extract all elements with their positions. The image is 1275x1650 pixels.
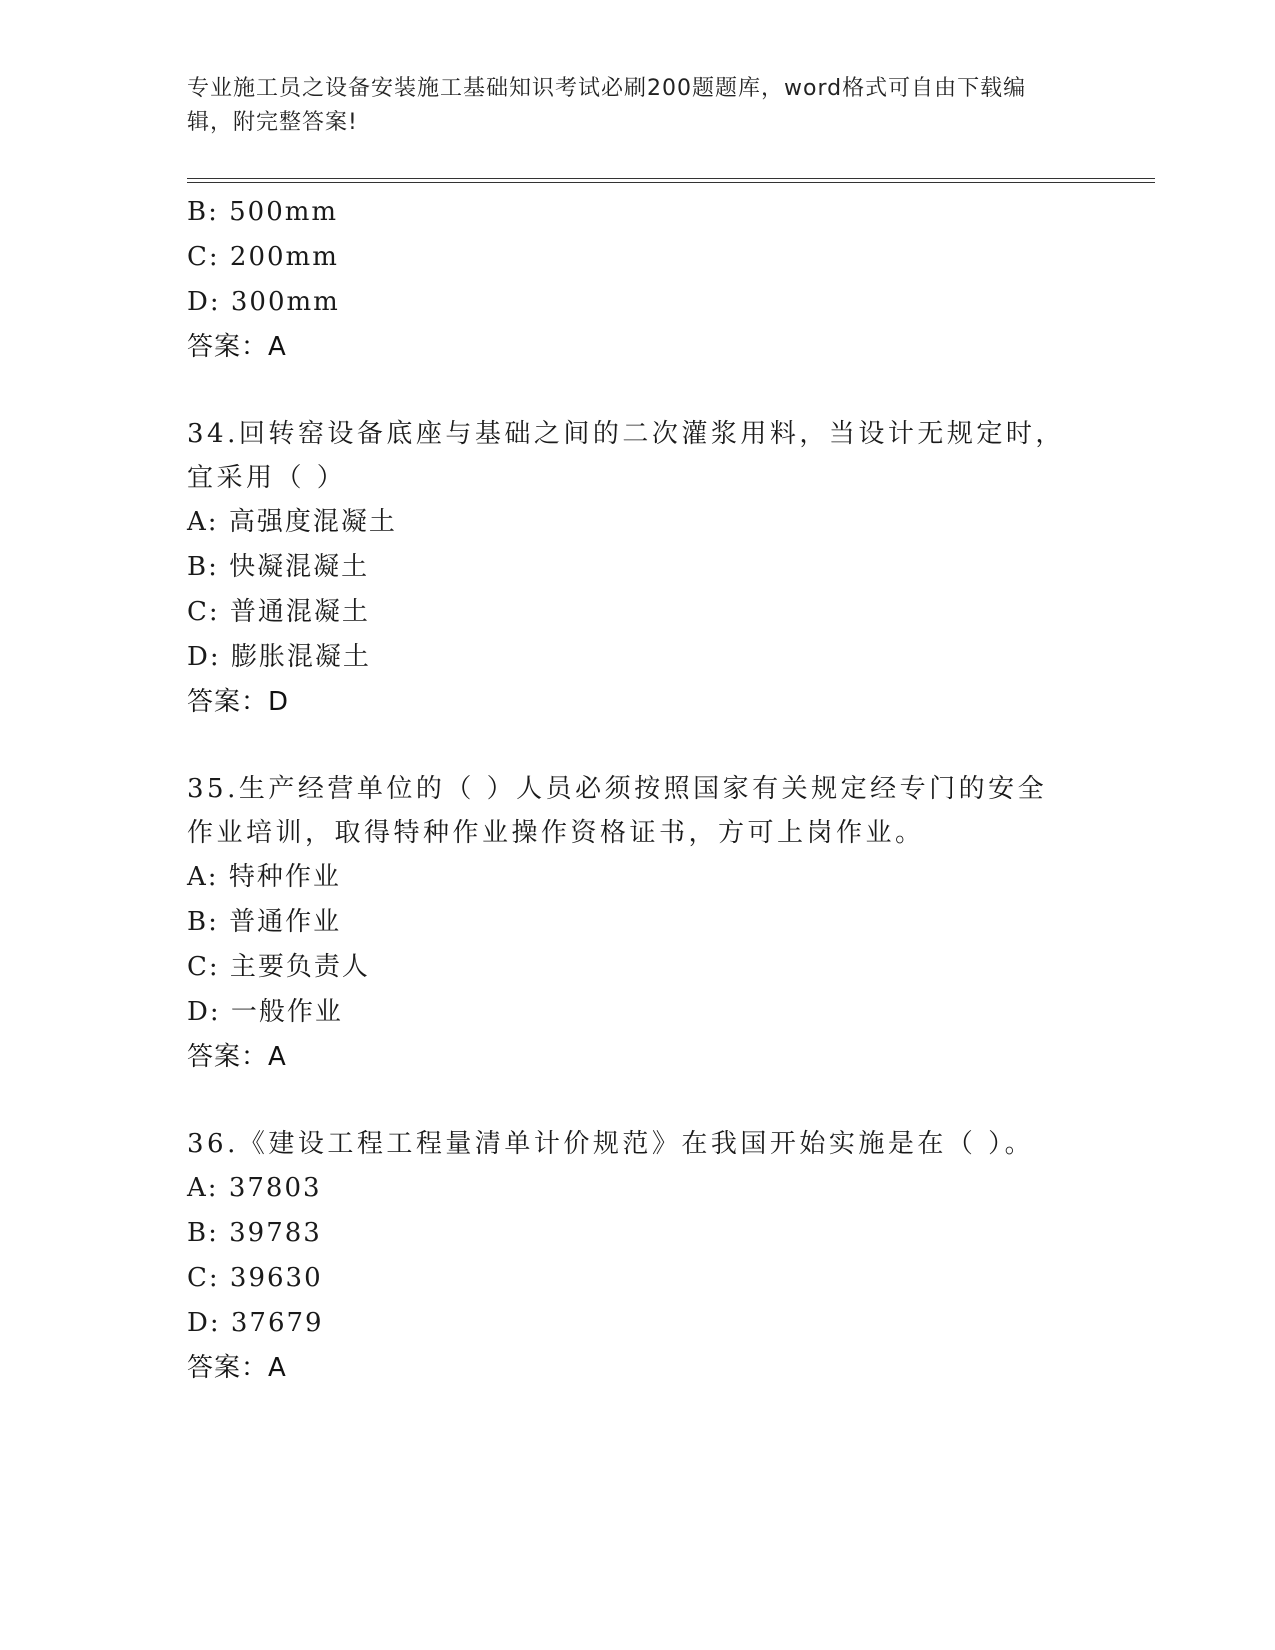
option-text: 200mm	[229, 242, 339, 272]
option-letter: A:	[187, 507, 219, 537]
spacer	[187, 725, 1087, 767]
option-letter: D:	[187, 1308, 221, 1338]
prev-question-block	[187, 190, 1087, 370]
option-text: 膨胀混凝土	[230, 642, 371, 672]
option-a	[187, 500, 1087, 545]
option-b	[187, 545, 1087, 590]
option-letter: C:	[187, 242, 220, 272]
document-header-title: 专业施工员之设备安装施工基础知识考试必刷200题题库，word格式可自由下载编辑，附完整答案!	[187, 76, 1027, 135]
option-b	[187, 900, 1087, 945]
option-c	[187, 1256, 1087, 1301]
option-letter: B:	[187, 907, 219, 937]
option-letter: B:	[187, 1218, 219, 1248]
option-letter: C:	[187, 1263, 220, 1293]
option-text: 主要负责人	[229, 952, 370, 982]
option-d	[187, 280, 1087, 325]
option-text: 300mm	[230, 287, 340, 317]
option-b	[187, 1211, 1087, 1256]
question-stem: 36.《建设工程工程量清单计价规范》在我国开始实施是在（ ）。	[187, 1129, 1035, 1159]
question-34	[187, 412, 1087, 725]
option-text: 特种作业	[228, 862, 341, 892]
option-letter: D:	[187, 997, 221, 1027]
option-text: 高强度混凝土	[228, 507, 397, 537]
option-letter: A:	[187, 862, 219, 892]
option-text: 普通混凝土	[229, 597, 370, 627]
option-d	[187, 1301, 1087, 1346]
header-divider-bottom	[187, 182, 1155, 183]
question-36	[187, 1122, 1087, 1391]
question-stem: 35.生产经营单位的（ ）人员必须按照国家有关规定经专门的安全作业培训，取得特种作业操作资格证书，方可上岗作业。	[187, 774, 1048, 848]
option-text: 37803	[228, 1173, 322, 1203]
option-c	[187, 235, 1087, 280]
spacer	[187, 1080, 1087, 1122]
answer-line: 答案：A	[187, 1042, 287, 1072]
option-d	[187, 990, 1087, 1035]
option-text: 普通作业	[229, 907, 342, 937]
question-content	[187, 190, 1087, 1391]
option-text: 39783	[229, 1218, 322, 1248]
answer-line: 答案：A	[187, 1353, 287, 1383]
answer-line: 答案：A	[187, 332, 287, 362]
option-d	[187, 635, 1087, 680]
option-c	[187, 590, 1087, 635]
option-letter: C:	[187, 952, 220, 982]
option-text: 一般作业	[230, 997, 343, 1027]
option-b	[187, 190, 1087, 235]
option-a	[187, 1166, 1087, 1211]
option-letter: A:	[187, 1173, 219, 1203]
option-text: 500mm	[229, 197, 339, 227]
option-text: 37679	[230, 1308, 324, 1338]
answer-line: 答案：D	[187, 687, 290, 717]
option-text: 39630	[229, 1263, 323, 1293]
option-letter: C:	[187, 597, 220, 627]
option-c	[187, 945, 1087, 990]
header-divider-top	[187, 178, 1155, 179]
option-text: 快凝混凝土	[229, 552, 370, 582]
option-letter: B:	[187, 197, 219, 227]
spacer	[187, 370, 1087, 412]
option-a	[187, 855, 1087, 900]
option-letter: D:	[187, 642, 221, 672]
question-stem: 34.回转窑设备底座与基础之间的二次灌浆用料，当设计无规定时，宜采用（ ）	[187, 419, 1065, 493]
question-35	[187, 767, 1087, 1080]
option-letter: B:	[187, 552, 219, 582]
option-letter: D:	[187, 287, 221, 317]
